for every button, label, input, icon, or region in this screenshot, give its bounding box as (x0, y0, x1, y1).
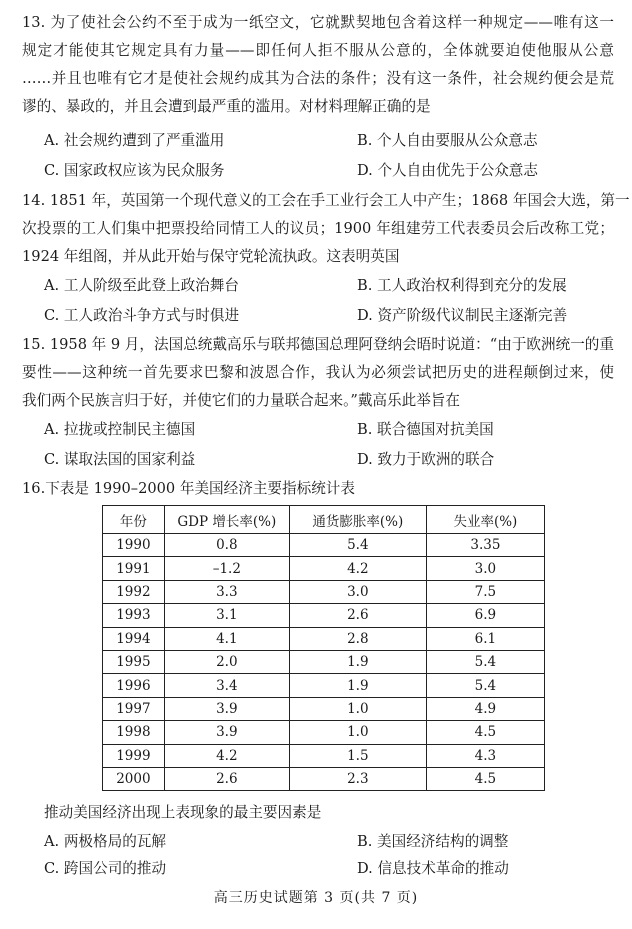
table-cell: 3.3 (164, 580, 289, 603)
table-cell: 3.4 (164, 674, 289, 697)
table-row (103, 557, 545, 580)
q16-option-b: B. 美国经济结构的调整 (357, 833, 509, 850)
table-row (103, 697, 545, 720)
q16-option-d: D. 信息技术革命的推动 (357, 860, 509, 877)
table-cell: 4.5 (426, 721, 544, 744)
table-cell: 2.8 (289, 627, 426, 650)
table-cell: 1998 (103, 721, 165, 744)
q13-line-1: 13. 为了使社会公约不至于成为一纸空文，它就默契地包含着这样一种规定——唯有这一 (22, 14, 614, 31)
q14-line-2: 次投票的工人们集中把票投给同情工人的议员；1900 年组建劳工代表委员会后改称工党； (22, 220, 614, 237)
table-cell: 3.0 (426, 557, 544, 580)
table-cell: 2.6 (164, 767, 289, 790)
q14-option-a: A. 工人阶级至此登上政治舞台 (44, 277, 239, 294)
q14-option-b: B. 工人政治权利得到充分的发展 (357, 277, 567, 294)
table-cell: 0.8 (164, 534, 289, 557)
q13-line-4: 谬的、暴政的，并且会遭到最严重的滥用。对材料理解正确的是 (22, 98, 431, 115)
q16-option-a: A. 两极格局的瓦解 (44, 833, 166, 850)
table-row (103, 650, 545, 673)
q15-option-d: D. 致力于欧洲的联合 (357, 451, 495, 468)
table-cell: 1994 (103, 627, 165, 650)
q15-option-c: C. 谋取法国的国家利益 (44, 451, 196, 468)
table-cell: 4.2 (164, 744, 289, 767)
table-cell: 1.9 (289, 650, 426, 673)
table-cell: 3.9 (164, 721, 289, 744)
q15-option-b: B. 联合德国对抗美国 (357, 421, 494, 438)
table-row (103, 534, 545, 557)
table-header-inflation: 通货膨胀率(%) (289, 506, 426, 534)
table-header-unemployment: 失业率(%) (426, 506, 544, 534)
q13-option-b: B. 个人自由要服从公众意志 (357, 132, 538, 149)
table-cell: 1.0 (289, 721, 426, 744)
q14-line-3: 1924 年组阁，并从此开始与保守党轮流执政。这表明英国 (22, 248, 400, 265)
q16-option-c: C. 跨国公司的推动 (44, 860, 167, 877)
q15-option-a: A. 拉拢或控制民主德国 (44, 421, 196, 438)
q14-option-c: C. 工人政治斗争方式与时俱进 (44, 307, 240, 324)
table-cell: 4.1 (164, 627, 289, 650)
table-header-gdp: GDP 增长率(%) (164, 506, 289, 534)
table-cell: 1990 (103, 534, 165, 557)
q13-option-a: A. 社会规约遭到了严重滥用 (44, 132, 225, 149)
table-cell: 1.5 (289, 744, 426, 767)
table-cell: 4.3 (426, 744, 544, 767)
table-cell: 4.5 (426, 767, 544, 790)
table-row (103, 580, 545, 603)
table-row (103, 767, 545, 790)
q16-intro: 16.下表是 1990–2000 年美国经济主要指标统计表 (22, 480, 355, 497)
table-cell: 5.4 (426, 674, 544, 697)
q14-option-d: D. 资产阶级代议制民主逐渐完善 (357, 307, 568, 324)
table-cell: 4.2 (289, 557, 426, 580)
table-cell: 1.0 (289, 697, 426, 720)
q15-line-3: 我们两个民族言归于好，并使它们的力量联合起来。”戴高乐此举旨在 (22, 392, 460, 409)
table-cell: –1.2 (164, 557, 289, 580)
table-cell: 4.9 (426, 697, 544, 720)
table-header-row (103, 506, 545, 534)
table-cell: 3.1 (164, 604, 289, 627)
table-cell: 1.9 (289, 674, 426, 697)
table-cell: 1992 (103, 580, 165, 603)
table-row (103, 627, 545, 650)
table-row (103, 604, 545, 627)
table-cell: 2000 (103, 767, 165, 790)
table-cell: 6.1 (426, 627, 544, 650)
page-footer: 高三历史试题第 3 页(共 7 页) (213, 890, 419, 906)
q15-line-1: 15. 1958 年 9 月，法国总统戴高乐与联邦德国总理阿登纳会晤时说道：“由于欧洲统一的重 (22, 336, 614, 353)
q16-stem: 推动美国经济出现上表现象的最主要因素是 (44, 804, 322, 821)
table-row (103, 744, 545, 767)
table-cell: 2.6 (289, 604, 426, 627)
table-cell: 2.0 (164, 650, 289, 673)
table-cell: 3.9 (164, 697, 289, 720)
q13-line-3: ……并且也唯有它才是使社会规约成其为合法的条件；没有这一条件，社会规约便会是荒 (22, 70, 614, 87)
table-row (103, 721, 545, 744)
table-cell: 1996 (103, 674, 165, 697)
table-cell: 5.4 (289, 534, 426, 557)
table-cell: 1993 (103, 604, 165, 627)
q13-line-2: 规定才能使其它规定具有力量——即任何人拒不服从公意的，全体就要迫使他服从公意 (22, 42, 614, 59)
table-cell: 1991 (103, 557, 165, 580)
table-header-year: 年份 (103, 506, 165, 534)
table-cell: 7.5 (426, 580, 544, 603)
table-row (103, 674, 545, 697)
table-cell: 3.35 (426, 534, 544, 557)
us-economy-table (102, 505, 545, 791)
table-cell: 1997 (103, 697, 165, 720)
table-cell: 2.3 (289, 767, 426, 790)
table-cell: 5.4 (426, 650, 544, 673)
table-cell: 6.9 (426, 604, 544, 627)
table-cell: 3.0 (289, 580, 426, 603)
q15-line-2: 要性——这种统一首先要求巴黎和波恩合作，我认为必须尝试把历史的进程颠倒过来，使 (22, 364, 614, 381)
q14-line-1: 14. 1851 年，英国第一个现代意义的工会在手工业行会工人中产生；1868 年国会大选，第一 (22, 192, 630, 209)
q13-option-c: C. 国家政权应该为民众服务 (44, 162, 225, 179)
q13-option-d: D. 个人自由优先于公众意志 (357, 162, 538, 179)
table-cell: 1995 (103, 650, 165, 673)
table-cell: 1999 (103, 744, 165, 767)
